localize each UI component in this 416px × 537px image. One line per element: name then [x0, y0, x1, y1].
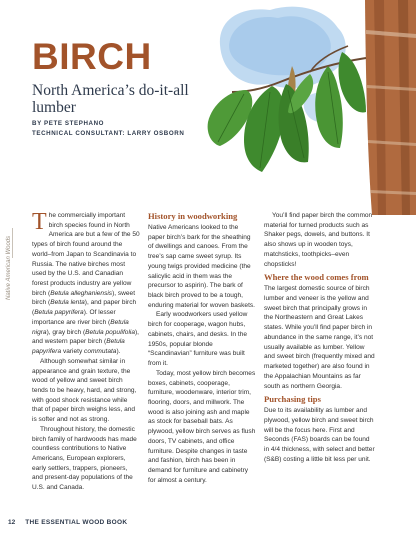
article-title: BIRCH	[32, 36, 152, 77]
byline-author: BY PETE STEPHANO	[32, 120, 105, 127]
page-number: 12	[8, 519, 16, 526]
intro-paragraph: The commercially important birch species found in North America are but a few of the 50 types of birch found around the world–from Japan to Scandinavia to Russia. The native birches most used by the U.S. and Canadian forest products industry are yellow birch (Betula alleghaniensis), sweet birch (Betula lenta), and paper birch (Betula papyrifera). Of lesser importance are river birch (Betula nigra), gray birch (Betula populifolia), and western paper birch (Betula papyrifera variety commutata).	[32, 209, 140, 356]
side-rail-divider	[12, 228, 13, 258]
drop-cap: T	[32, 209, 47, 235]
page-footer	[8, 519, 127, 526]
byline	[32, 119, 184, 138]
section-heading-history: History in woodworking	[148, 211, 238, 221]
side-rail-section-label: Native American Woods	[6, 235, 12, 300]
birch-trunk	[365, 0, 416, 215]
body-paragraph: The largest domestic source of birch lumber and veneer is the yellow and sweet birch that principally grows in the Northeastern and Great Lakes states. While you’ll find paper birch in abundance in the same range, it’s not usually available as lumber. Yellow and sweet birch (frequently mixed and marketed together) are also found in the Appalachian Mountains as far south as northern Georgia.	[264, 285, 375, 390]
body-paragraph: Although somewhat similar in appearance and grain texture, the wood of yellow and sweet birch tends to be heavy, hard, and strong, with good shock resistance while that of paper birch weighs less, and is softer and not as strong.	[32, 357, 137, 424]
body-paragraph: Today, most yellow birch becomes boxes, cabinets, cooperage, furniture, woodenware, interior trim, flooring, doors, and millwork. The wood is also joining ash and maple as stock for baseball bats. As plywood, yellow birch serves as flush doors, TV cabinets, and office furniture. Despite changes in taste and fashion, birch has been in demand for furniture and cabinetry for almost a century.	[148, 369, 256, 484]
body-paragraph: Early woodworkers used yellow birch for cooperage, wagon hubs, cabinets, chairs, and desks. In the 1950s, popular blonde “Scandinavian” furniture was built from it.	[148, 311, 248, 368]
text-column-3	[264, 211, 376, 465]
body-paragraph: Native Americans looked to the paper birch’s bark for the sheathing of dwellings and canoes. From the tree’s sap came sweet syrup. Its young twigs provided medicine (the salicylic acid in them was the precursor to aspirin). The bark of black birch proved to be a tough, enduring material for woven baskets.	[148, 224, 255, 309]
book-title: THE ESSENTIAL WOOD BOOK	[25, 519, 128, 526]
body-paragraph: Due to its availability as lumber and plywood, yellow birch and sweet birch will be the focus here. First and Seconds (FAS) boards can be found in 4/4 thickness, with select and better (S&B) costing a little bit less per unit.	[264, 407, 375, 463]
article-subtitle: North America’s do-it-all lumber	[32, 82, 189, 116]
body-paragraph: You’ll find paper birch the common material for turned products such as Shaker pegs, dowels, and buttons. It also shows up in wooden toys, matchsticks, toothpicks–even chopsticks!	[264, 212, 373, 268]
section-heading-purchasing: Purchasing tips	[264, 394, 321, 405]
byline-consultant: TECHNICAL CONSULTANT: LARRY OSBORN	[32, 129, 185, 137]
body-paragraph: Throughout history, the domestic birch family of hardwoods has made countless contributions to Native Americans, European explorers, early settlers, trappers, pioneers, and present-day populations of the U.S. and Canada.	[32, 425, 137, 492]
section-heading-source: Where the wood comes from	[264, 272, 369, 283]
text-column-2	[148, 211, 256, 485]
text-column-1	[32, 211, 140, 493]
